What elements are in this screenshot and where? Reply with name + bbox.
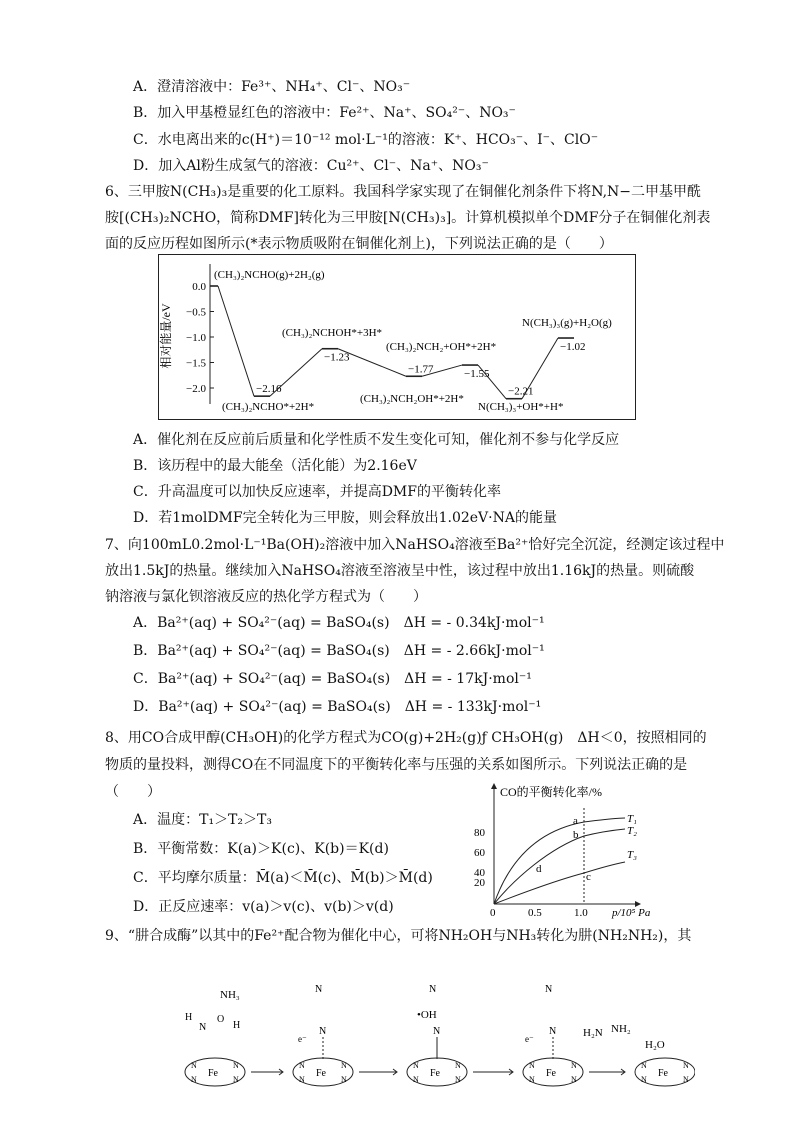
ring-nitrogen: N	[233, 1061, 239, 1070]
q8-stem-line1: 8、用CO合成甲醇(CH₃OH)的化学方程式为CO(g)+2H₂(g)ƒ CH₃OH(g) ΔH＜0，按照相同的	[105, 730, 707, 746]
nh2-product: NH₂	[611, 1023, 631, 1035]
q8-option-b: B．平衡常数：K(a)＞K(c)、K(b)＝K(d)	[133, 841, 389, 857]
energy-connector-0	[218, 286, 254, 396]
nh2oh-atom: O	[217, 1014, 225, 1025]
q9-stem: 9、“肼合成酶”以其中的Fe²⁺配合物为催化中心，可将NH₂OH与NH₃转化为肼(NH₂NH₂)，其	[105, 928, 692, 944]
incoming-nitrogen-2: N	[545, 984, 553, 995]
q7-stem-line1: 7、向100mL0.2mol·L⁻¹Ba(OH)₂溶液中加入NaHSO₄溶液至Ba²⁺恰好完全沉淀，经测定该过程中	[105, 537, 725, 553]
nh2oh-atom: H	[233, 1020, 241, 1031]
h2n-product: H₂N	[583, 1027, 603, 1039]
energy-value-label-5: −2.21	[508, 385, 534, 398]
q5-option-d: D．加入Al粉生成氢气的溶液：Cu²⁺、Cl⁻、Na⁺、NO₃⁻	[133, 158, 489, 174]
ring-nitrogen: N	[299, 1075, 305, 1084]
ring-nitrogen: N	[683, 1075, 689, 1084]
ring-nitrogen: N	[529, 1061, 535, 1070]
q6-option-a: A．催化剂在反应前后质量和化学性质不发生变化可知，催化剂不参与化学反应	[133, 432, 620, 448]
q6-option-c: C．升高温度可以加快反应速率，并提高DMF的平衡转化率	[133, 484, 501, 500]
h2o-product: H₂O	[645, 1039, 665, 1051]
ring-nitrogen: N	[571, 1061, 577, 1070]
energy-ytick-label: −1.0	[186, 332, 206, 344]
energy-value-label-1: −2.16	[256, 383, 282, 396]
energy-ytick-label: 0.0	[192, 281, 206, 293]
electron-label-1: e⁻	[298, 1034, 307, 1044]
fig-ytick-60: 60	[474, 847, 485, 859]
q7-option-d: D．Ba²⁺(aq) + SO₄²⁻(aq) = BaSO₄(s) ΔH = - 133kJ·mol⁻¹	[133, 699, 542, 715]
q5-option-a: A．澄清溶液中：Fe³⁺、NH₄⁺、Cl⁻、NO₃⁻	[133, 79, 411, 95]
q6-stem-line2: 胺[(CH₃)₂NCHO，简称DMF]转化为三甲胺[N(CH₃)₃]。计算机模拟单个DMF分子在铜催化剂表	[105, 210, 711, 226]
energy-value-label-4: −1.55	[464, 368, 490, 381]
curve-label-t3: T₃	[627, 849, 637, 861]
energy-state-label-0: (CH₃)₂NCHO(g)+2H₂(g)	[214, 269, 325, 281]
ring-nitrogen: N	[529, 1075, 535, 1084]
q7-option-b: B．Ba²⁺(aq) + SO₄²⁻(aq) = BaSO₄(s) ΔH = - 2.66kJ·mol⁻¹	[133, 643, 545, 659]
energy-state-label-2: (CH₃)₂NCHOH*+3H*	[282, 327, 383, 339]
energy-axis-label: 相对能量/eV	[159, 303, 173, 369]
fe-center-1: Fe	[316, 1068, 326, 1079]
q7-option-c: C．Ba²⁺(aq) + SO₄²⁻(aq) = BaSO₄(s) ΔH = - 17kJ·mol⁻¹	[133, 671, 532, 687]
fe-center-3: Fe	[546, 1068, 556, 1079]
energy-ytick-label: −1.5	[186, 357, 206, 370]
ring-nitrogen: N	[191, 1075, 197, 1084]
fig-ytick-20: 20	[474, 877, 485, 889]
q6-stem-line3: 面的反应历程如图所示(*表示物质吸附在铜催化剂上)，下列说法正确的是（ ）	[105, 236, 613, 252]
nh2oh-atom: N	[199, 1022, 207, 1033]
incoming-nitrogen-0: N	[315, 984, 323, 995]
energy-profile-chart	[158, 254, 636, 420]
q6-option-b: B．该历程中的最大能垒（活化能）为2.16eV	[133, 458, 417, 474]
ring-nitrogen: N	[455, 1075, 461, 1084]
q5-option-b: B．加入甲基橙显红色的溶液中：Fe²⁺、Na⁺、SO₄²⁻、NO₃⁻	[133, 105, 516, 121]
bound-nitrogen-2: N	[549, 1026, 557, 1037]
ring-nitrogen: N	[191, 1061, 197, 1070]
ring-nitrogen: N	[413, 1075, 419, 1084]
mechanism-diagram	[175, 962, 695, 1102]
q6-option-d: D．若1molDMF完全转化为三甲胺，则会释放出1.02eV·NA的能量	[133, 510, 557, 526]
ring-nitrogen: N	[413, 1061, 419, 1070]
ring-nitrogen: N	[299, 1061, 305, 1070]
fe-center-4: Fe	[658, 1068, 668, 1079]
ring-nitrogen: N	[683, 1061, 689, 1070]
nh2oh-atom: H	[185, 1012, 193, 1023]
point-c: c	[586, 871, 591, 883]
energy-state-label-6: N(CH₃)₃(g)+H₂O(g)	[522, 317, 612, 329]
ring-nitrogen: N	[455, 1061, 461, 1070]
fig-xtick-05: 0.5	[528, 907, 542, 919]
oh-radical: •OH	[417, 1009, 437, 1021]
q7-stem-line2: 放出1.5kJ的热量。继续加入NaHSO₄溶液至溶液呈中性，该过程中放出1.16kJ的热量。则硫酸	[105, 563, 695, 579]
q7-option-a: A．Ba²⁺(aq) + SO₄²⁻(aq) = BaSO₄(s) ΔH = - 0.34kJ·mol⁻¹	[133, 615, 545, 631]
fig-ytick-80: 80	[474, 827, 485, 839]
q8-stem-line2: 物质的量投料，测得CO在不同温度下的平衡转化率与压强的关系如图所示。下列说法正确的是	[105, 757, 688, 773]
q5-option-c: C．水电离出来的c(H⁺)＝10⁻¹² mol·L⁻¹的溶液：K⁺、HCO₃⁻、I⁻、ClO⁻	[133, 132, 599, 148]
point-b: b	[573, 829, 579, 841]
q8-option-d: D．正反应速率：v(a)＞v(c)、v(b)＞v(d)	[133, 899, 394, 915]
conversion-title: CO的平衡转化率/%	[500, 785, 603, 799]
energy-state-label-3: (CH₃)₂NCH₂OH*+2H*	[360, 393, 464, 405]
fig-ytick-40: 40	[474, 867, 485, 879]
energy-state-label-1: (CH₃)₂NCHO*+2H*	[222, 401, 315, 413]
point-a: a	[573, 815, 578, 827]
energy-ytick-label: −0.5	[186, 306, 206, 319]
curve-t1	[494, 818, 625, 904]
energy-value-label-3: −1.77	[408, 363, 434, 376]
curve-label-t2: T₂	[627, 825, 637, 837]
energy-state-label-4: (CH₃)₂NCH₂+OH*+2H*	[386, 341, 497, 353]
bound-nitrogen-0: N	[319, 1026, 327, 1037]
conversion-figure	[470, 778, 675, 923]
fig-xtick-0: 0	[490, 907, 496, 919]
energy-ytick-label: −2.0	[186, 383, 206, 395]
bound-nitrogen-1: N	[433, 1026, 441, 1037]
ring-nitrogen: N	[341, 1075, 347, 1084]
ring-nitrogen: N	[341, 1061, 347, 1070]
q8-option-a: A．温度：T₁＞T₂＞T₃	[133, 812, 272, 828]
q8-option-c: C．平均摩尔质量：M̄(a)＜M̄(c)、M̄(b)＞M̄(d)	[133, 870, 433, 886]
energy-value-label-6: −1.02	[560, 341, 586, 354]
ring-nitrogen: N	[571, 1075, 577, 1084]
q6-stem-line1: 6、三甲胺N(CH₃)₃是重要的化工原料。我国科学家实现了在铜催化剂条件下将N,N−二甲基甲酰	[105, 184, 702, 200]
electron-label-2: e⁻	[525, 1034, 534, 1044]
ring-nitrogen: N	[641, 1075, 647, 1084]
q8-stem-line3: （ ）	[105, 784, 161, 800]
fe-center-2: Fe	[430, 1068, 440, 1079]
point-d: d	[536, 863, 542, 875]
ring-nitrogen: N	[233, 1075, 239, 1084]
fe-center-0: Fe	[208, 1068, 218, 1079]
curve-label-t1: T₁	[627, 813, 637, 825]
ring-nitrogen: N	[641, 1061, 647, 1070]
q7-stem-line3: 钠溶液与氯化钡溶液反应的热化学方程式为（ ）	[105, 589, 427, 605]
energy-state-label-5: N(CH₃)₃+OH*+H*	[478, 401, 564, 413]
nh3-label: NH₃	[220, 989, 240, 1001]
fig-xlabel: p/10⁵ Pa	[612, 907, 651, 919]
incoming-nitrogen-1: N	[429, 984, 437, 995]
energy-value-label-2: −1.23	[324, 351, 350, 364]
fig-xtick-10: 1.0	[574, 907, 588, 919]
